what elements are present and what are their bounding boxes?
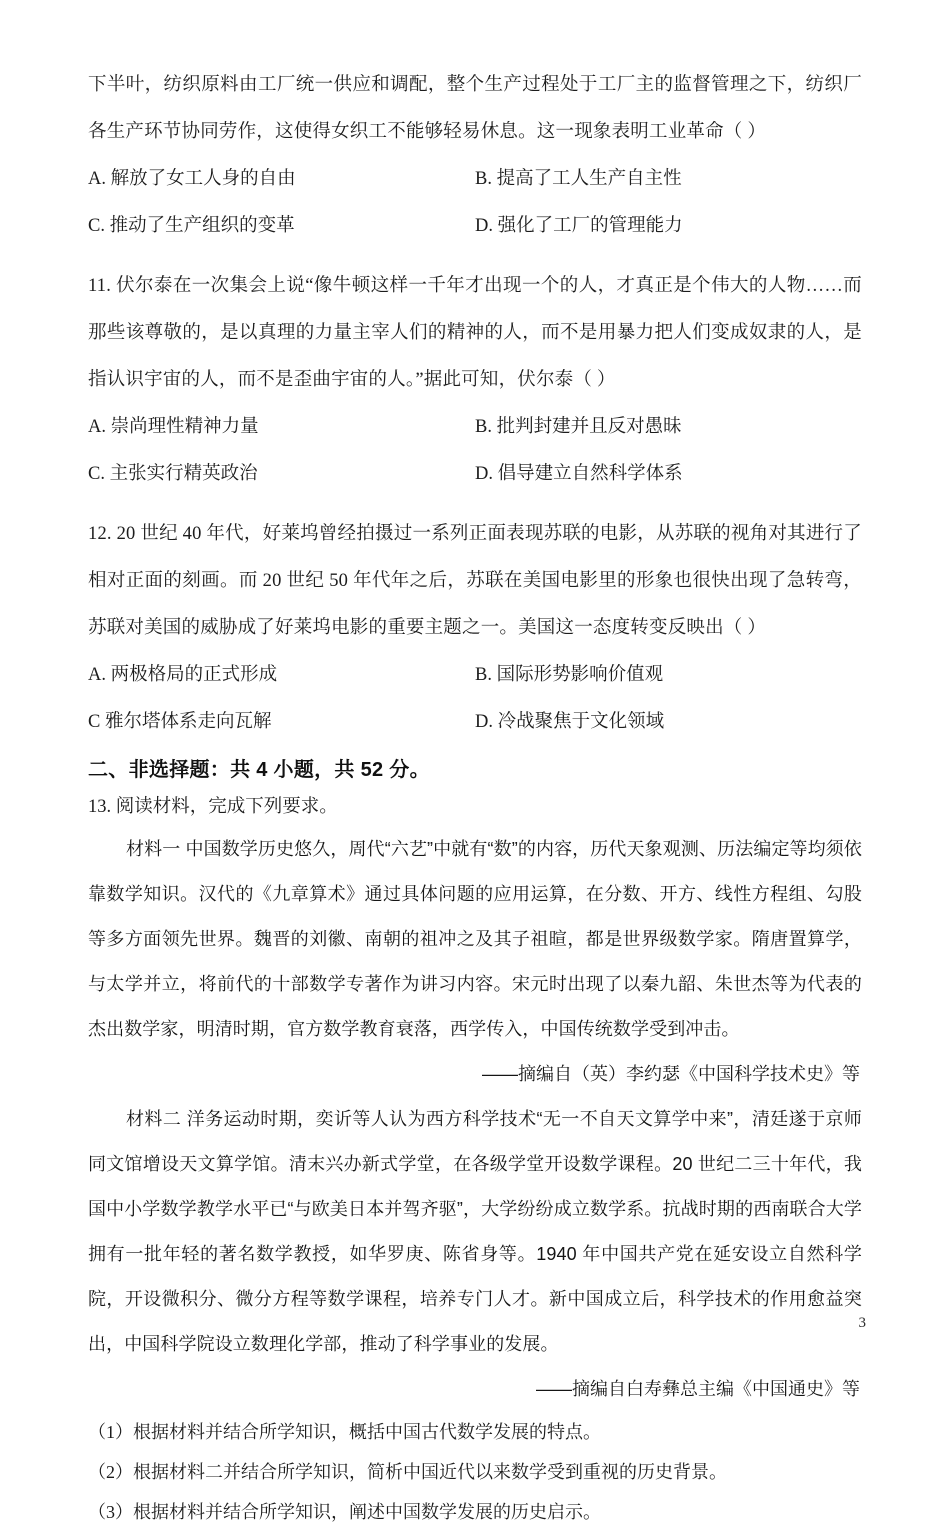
question-10-options-row-2 [88,203,862,250]
question-11 [88,263,862,404]
material-two-source: ——摘编自白寿彝总主编《中国通史》等 [536,1379,860,1399]
spacer [88,250,862,263]
spacer [88,746,862,753]
material-two-text: 材料二 洋务运动时期，奕䜣等人认为西方科学技术“无一不自天文算学中来”，清廷遂于京师同文馆增设天文算学馆。清末兴办新式学堂，在各级学堂开设数学课程。20 世纪二三十年代，我国中小学数学教学水平已“与欧美日本并驾齐驱”，大学纷纷成立数学系。抗战时期的西南联合大学拥有一批年轻的著名数学教授，如华罗庚、陈省身等。1940 年中国共产党在延安设立自然科学院，开设微积分、微分方程等数学课程，培养专门人才。新中国成立后，科学技术的作用愈益突出，中国科学院设立数理化学部，推动了科学事业的发展。 [88,1109,862,1354]
question-12-option-b[interactable]: B. 国际形势影响价值观 [475,665,664,685]
question-12-options-row-1 [88,652,862,699]
question-10-options-row-1 [88,156,862,203]
material-one-text: 材料一 中国数学历史悠久，周代“六艺”中就有“数”的内容，历代天象观测、历法编定等均须依靠数学知识。汉代的《九章算术》通过具体问题的应用运算，在分数、开方、线性方程组、勾股等多方面领先世界。魏晋的刘徽、南朝的祖冲之及其子祖暄，都是世界级数学家。隋唐置算学，与太学并立，将前代的十部数学专著作为讲习内容。宋元时出现了以秦九韶、朱世杰等为代表的杰出数学家，明清时期，官方数学教育衰落，西学传入，中国传统数学受到冲击。 [88,839,862,1039]
sub-question-2: （2）根据材料二并结合所学知识，简析中国近代以来数学受到重视的历史背景。 [88,1462,727,1482]
question-12-stem: 12. 20 世纪 40 年代，好莱坞曾经拍摄过一系列正面表现苏联的电影，从苏联的视角对其进行了相对正面的刻画。而 20 世纪 50 年代年之后，苏联在美国电影里的形象也很快出现了急转弯，苏联对美国的威胁成了好莱坞电影的重要主题之一。美国这一态度转变反映出（ ） [88,524,862,638]
page-number: 3 [858,1315,866,1331]
question-10-option-d[interactable]: D. 强化了工厂的管理能力 [475,216,683,236]
section-2-heading: 二、非选择题：共 4 小题，共 52 分。 [88,759,430,781]
question-13-intro: 13. 阅读材料，完成下列要求。 [88,797,338,817]
question-10-stem: 下半叶，纺织原料由工厂统一供应和调配，整个生产过程处于工厂主的监督管理之下，纺织厂各生产环节协同劳作，这使得女织工不能够轻易休息。这一现象表明工业革命（ ） [88,75,862,142]
question-12-options-row-2 [88,699,862,746]
question-10-option-c[interactable]: C. 推动了生产组织的变革 [88,216,295,236]
spacer [88,498,862,511]
question-10-option-a[interactable]: A. 解放了女工人身的自由 [88,169,296,189]
sub-question-3: （3）根据材料并结合所学知识，阐述中国数学发展的历史启示。 [88,1502,601,1522]
question-10-option-b[interactable]: B. 提高了工人生产自主性 [475,169,682,189]
question-12 [88,511,862,652]
question-11-option-b[interactable]: B. 批判封建并且反对愚昧 [475,417,682,437]
question-11-option-d[interactable]: D. 倡导建立自然科学体系 [475,464,683,484]
question-11-option-a[interactable]: A. 崇尚理性精神力量 [88,417,259,437]
question-12-option-c[interactable]: C 雅尔塔体系走向瓦解 [88,712,272,732]
question-11-stem: 11. 伏尔泰在一次集会上说“像牛顿这样一千年才出现一个的人，才真正是个伟大的人物……而那些该尊敬的，是以真理的力量主宰人们的精神的人，而不是用暴力把人们变成奴隶的人，是指认识宇宙的人，而不是歪曲宇宙的人。”据此可知，伏尔泰（ ） [88,276,862,390]
question-11-option-c[interactable]: C. 主张实行精英政治 [88,464,258,484]
question-12-option-a[interactable]: A. 两极格局的正式形成 [88,665,278,685]
sub-question-1: （1）根据材料并结合所学知识，概括中国古代数学发展的特点。 [88,1422,601,1442]
material-one-source: ——摘编自（英）李约瑟《中国科学技术史》等 [482,1064,860,1084]
question-12-option-d[interactable]: D. 冷战聚焦于文化领域 [475,712,665,732]
question-10 [88,62,862,156]
question-11-options-row-2 [88,451,862,498]
page-content [88,62,862,1532]
question-11-options-row-1 [88,404,862,451]
